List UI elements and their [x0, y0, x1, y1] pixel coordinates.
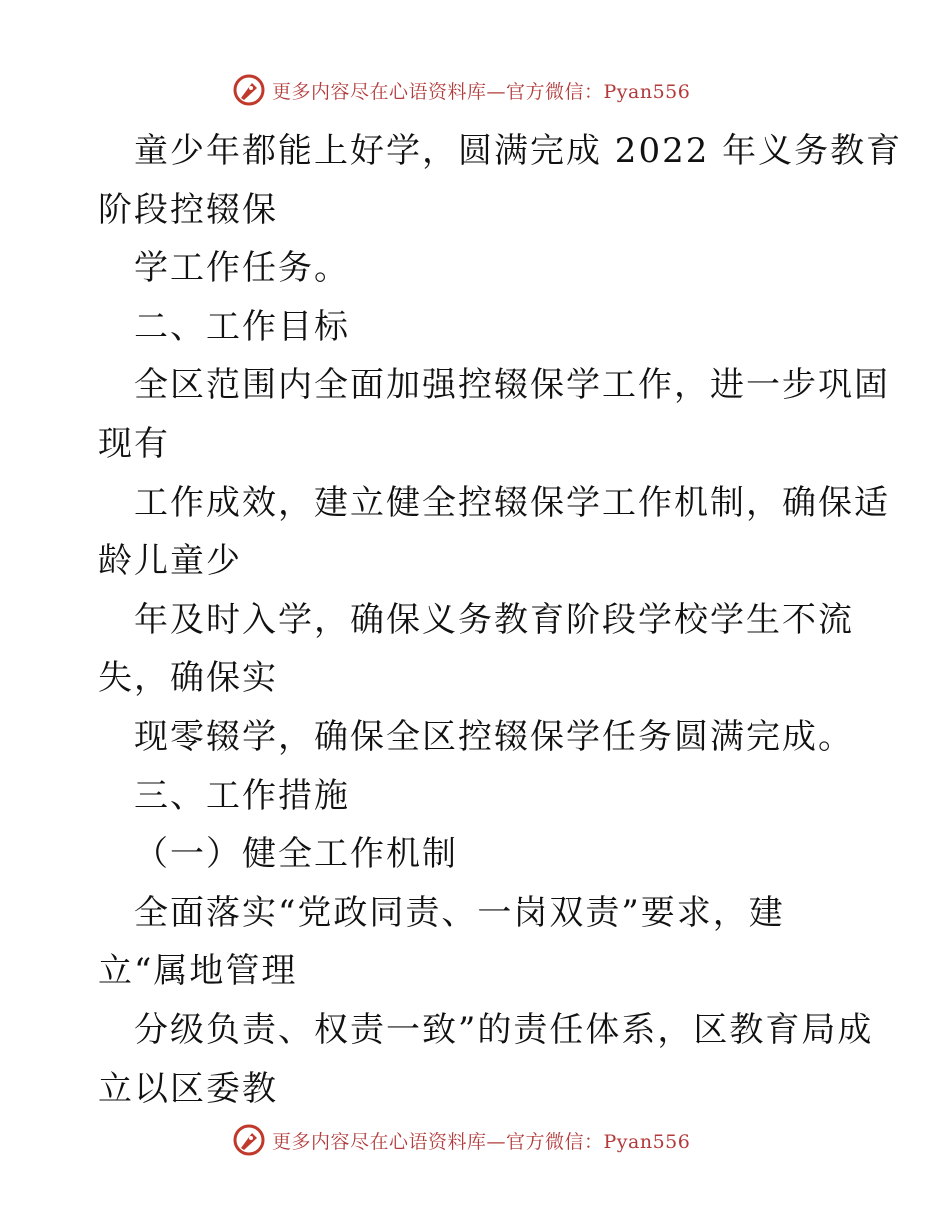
- body-text-line: 童少年都能上好学，圆满完成 2022 年义务教育: [134, 131, 903, 171]
- body-text-line: 立以区委教: [98, 1068, 278, 1109]
- body-text-line: 三、工作措施: [134, 775, 350, 816]
- body-text-line: 二、工作目标: [134, 306, 350, 347]
- body-text-line: 现零辍学，确保全区控辍保学任务圆满完成。: [134, 716, 854, 757]
- body-text-line: 失，确保实: [98, 658, 278, 699]
- footer-banner-text: 更多内容尽在心语资料库—官方微信：Pyan556: [272, 1130, 691, 1153]
- pen-nib-logo-icon: [232, 73, 266, 107]
- body-text-line: 学工作任务。: [134, 248, 350, 289]
- body-text-line: 分级负责、权责一致”的责任体系，区教育局成: [134, 1009, 874, 1050]
- body-text-line: 全面落实“党政同责、一岗双责”要求，建: [134, 892, 785, 933]
- body-text-line: 龄儿童少: [98, 541, 242, 582]
- body-text-line: 全区范围内全面加强控辍保学工作，进一步巩固: [134, 365, 890, 406]
- document-body: [98, 122, 903, 1118]
- body-text-line: 立“属地管理: [98, 951, 298, 992]
- body-text-line: （一）健全工作机制: [134, 834, 458, 875]
- body-text-line: 阶段控辍保: [98, 189, 278, 230]
- footer-banner: [232, 1120, 752, 1160]
- header-banner-text: 更多内容尽在心语资料库—官方微信：Pyan556: [272, 80, 691, 103]
- pen-nib-logo-icon: [232, 1123, 266, 1157]
- header-banner: [232, 70, 752, 110]
- body-text-line: 现有: [98, 423, 170, 464]
- body-text-line: 年及时入学，确保义务教育阶段学校学生不流: [134, 599, 854, 640]
- body-text-line: 工作成效，建立健全控辍保学工作机制，确保适: [134, 482, 890, 523]
